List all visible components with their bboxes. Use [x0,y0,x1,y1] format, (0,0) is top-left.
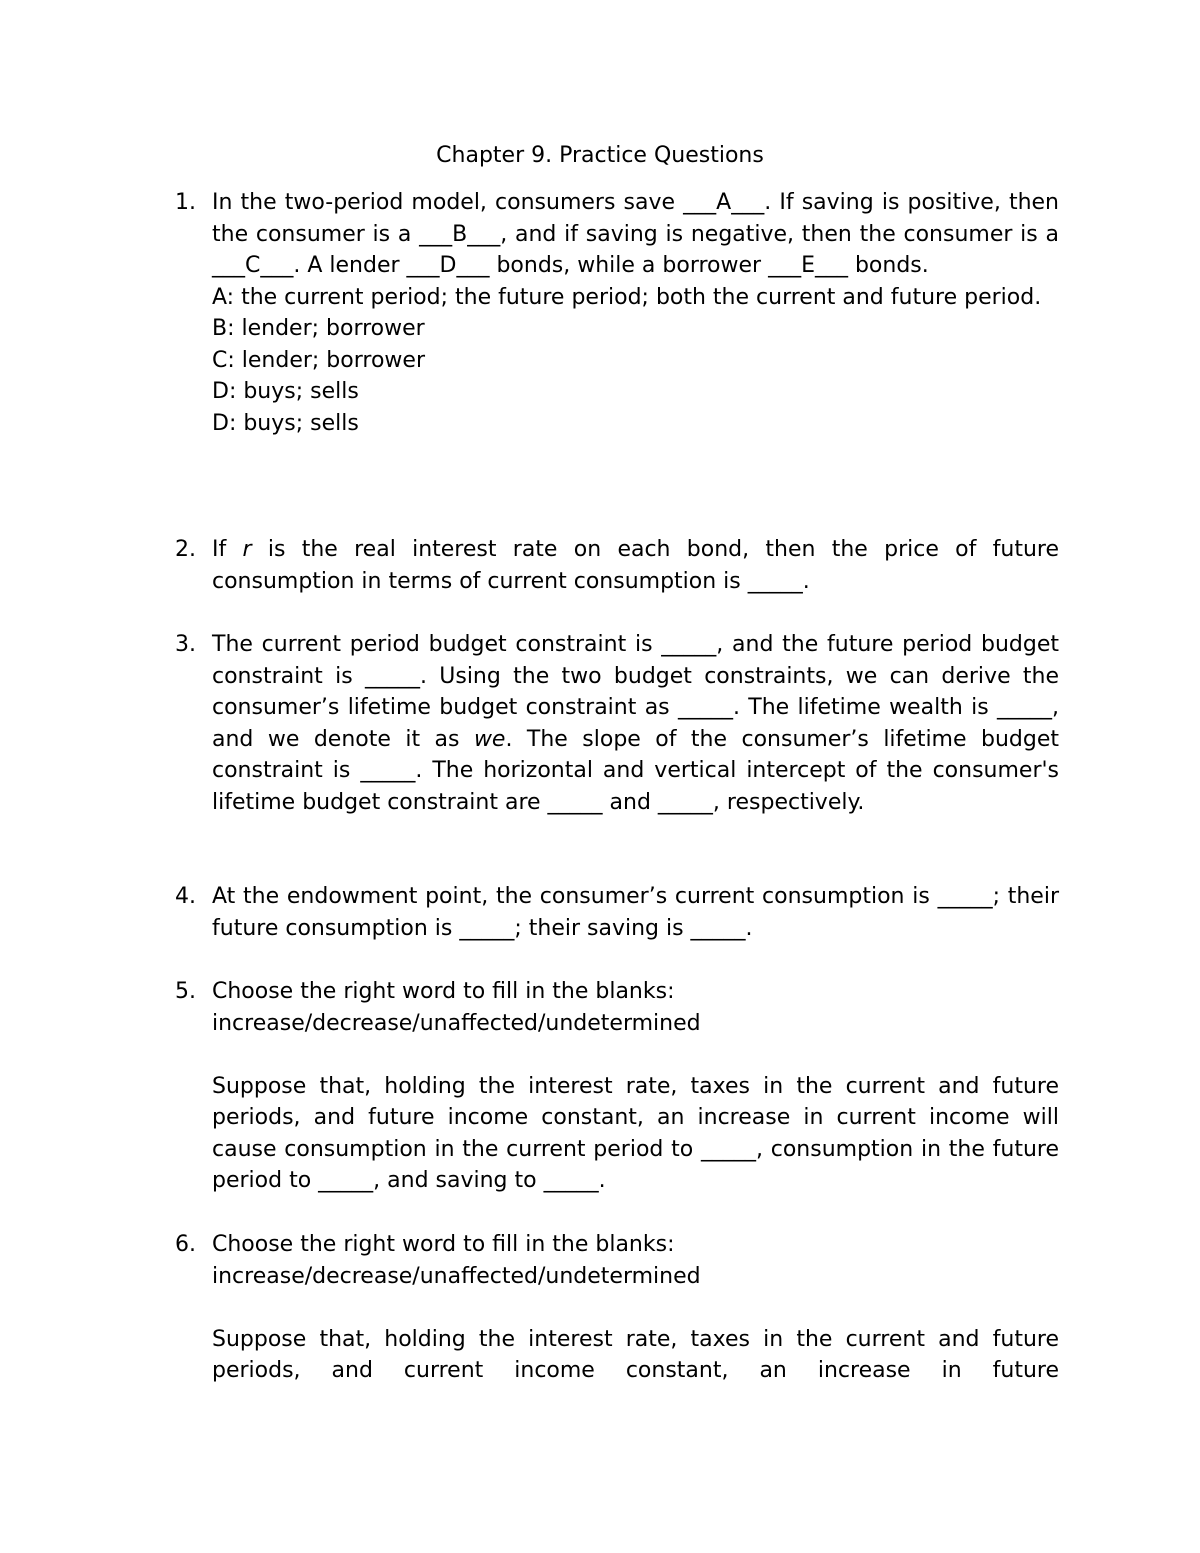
variable-r: r [242,537,252,562]
answer-option: D: buys; sells [212,379,359,404]
question-stem: Suppose that, holding the interest rate, taxes in the current and future periods, and current income constant, an increase in future [212,1326,1059,1383]
question-stem [212,629,1059,818]
stem-text: If [212,537,243,562]
question-6 [175,1229,1059,1387]
stem-text: is the real interest rate on each bond, then the price of future consumption in terms of current consumption is _____. [212,537,1059,594]
question-number: 3. [175,632,196,657]
question-3 [175,629,1059,818]
stem-text: The current period budget constraint is _____, and the future period budget constraint is _____. Using the two budget constraints, we can derive the consumer’s lifetime budget constraint as _____. The lifetime wealth is _____, and we denote it as [212,632,1059,752]
question-stem: In the two-period model, consumers save ___A___. If saving is positive, then the consumer is a ___B___, and if saving is negative, then the consumer is a ___C___. A lender ___D___ bonds, while a borrower ___E___ bonds. [212,190,1059,278]
variable-we: we [473,726,506,752]
question-number: 6. [175,1232,196,1257]
question-number: 4. [175,884,196,909]
question-instruction: Choose the right word to fill in the blanks: [212,1232,675,1257]
answer-option: A: the current period; the future period; both the current and future period. [212,284,1042,310]
answer-option: D: buys; sells [212,410,359,436]
question-1 [175,187,1059,439]
answer-option: C: lender; borrower [212,347,425,373]
answer-option: B: lender; borrower [212,316,425,341]
question-number: 5. [175,979,196,1004]
question-stem: Suppose that, holding the interest rate, taxes in the current and future periods, and future income constant, an increase in current income will cause consumption in the current period to _____, consumption in the future period to _____, and saving to _____. [212,1073,1059,1193]
stem-text: . The slope of the consumer’s lifetime budget constraint is _____. The horizontal and vertical intercept of the consumer's lifetime budget constraint are _____ and _____, respectively. [212,726,1059,815]
question-number: 1. [175,190,196,215]
question-number: 2. [175,537,196,562]
question-stem: At the endowment point, the consumer’s current consumption is _____; their future consumption is _____; their saving is _____. [212,884,1059,941]
question-stem [212,534,1059,597]
question-instruction: Choose the right word to fill in the blanks: [212,979,675,1004]
page-title: Chapter 9. Practice Questions [436,143,764,168]
word-choices: increase/decrease/unaffected/undetermined [212,1010,701,1036]
question-4 [175,881,1059,944]
question-5 [175,976,1059,1197]
question-2 [175,534,1059,597]
word-choices: increase/decrease/unaffected/undetermined [212,1263,701,1289]
